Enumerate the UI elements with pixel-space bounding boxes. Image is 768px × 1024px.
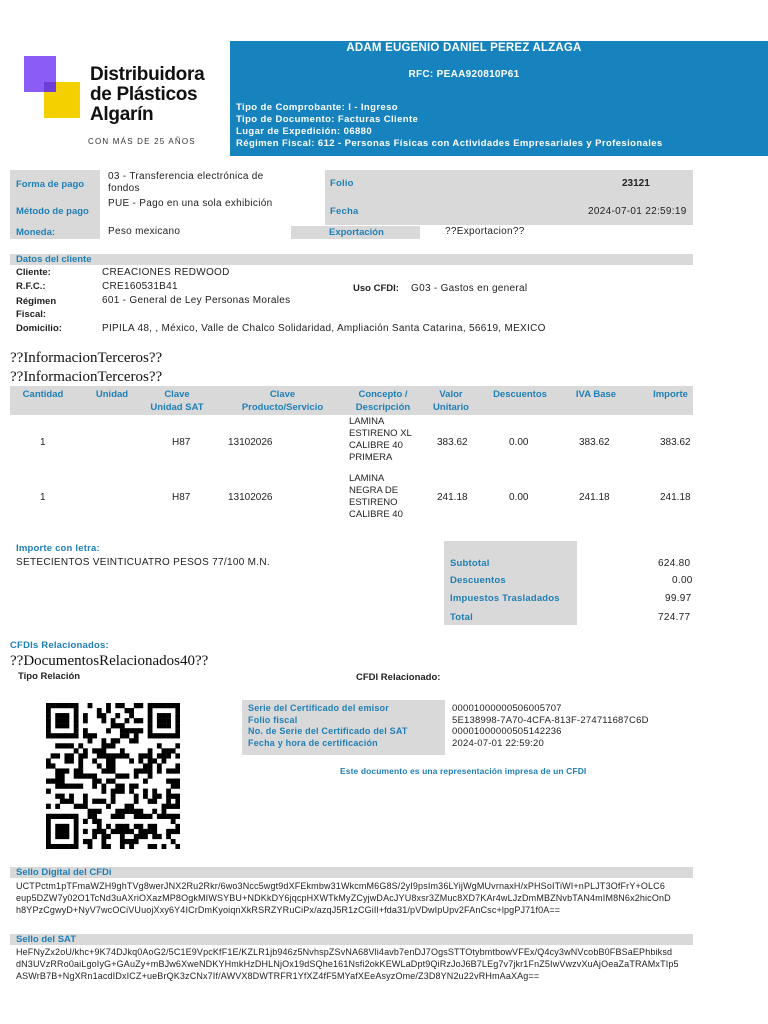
logo-tagline: CON MÁS DE 25 AÑOS [88,137,196,146]
row1-clave-producto: 13102026 [228,437,273,448]
moneda-value: Peso mexicano [108,226,181,237]
emisor-rfc: RFC: PEAA920810P61 [408,69,520,80]
row2-valor: 241.18 [437,492,468,503]
domicilio-label: Domicilio: [16,323,62,334]
logo-line-3: Algarín [90,104,154,125]
sello-cfdi-bar [10,867,693,878]
regimen-fiscal-emisor: Régimen Fiscal: 612 - Personas Físicas con Actividades Empresariales y Profesionales [236,138,663,149]
total-value: 724.77 [658,612,691,623]
exportacion-label-text: Exportación [329,227,384,238]
row1-valor: 383.62 [437,437,468,448]
sello-sat-line-3: ASWrB7B+NgXRn1acdIDxICZ+ueBrQK3zCNx7If/AWVX8DWTRFR1YfXZ4fF5MYafXEeAsyzOme/Z3D8YN2u22vRHmAaXAg== [16,971,540,981]
serie-emisor-label: Serie del Certificado del emisor [248,703,389,713]
sello-cfdi-line-3: h8YPzCgwyD+NyV7wcOCiVUuojXxy6Y4ICrDmKyoiqnXkRSRZYRuCiPx/azqJ5R1zCGiIl+fda31/pVDwIpUpv2FAnCsc+lpgPJ71f0A== [16,905,561,915]
qr-code-icon [46,703,180,849]
fecha-label: Fecha [330,206,359,217]
col-clave-unidad-2: Unidad SAT [150,402,204,413]
uso-cfdi-value: G03 - Gastos en general [411,283,528,294]
col-concepto-1: Concepto / [358,389,408,400]
col-concepto-2: Descripción [355,402,411,413]
row2-descuento: 0.00 [509,492,529,503]
emisor-header [230,41,768,156]
col-concepto [345,388,421,414]
logo-line-1: Distribuidora [90,64,205,85]
importe-letra-value: SETECIENTOS VEINTICUATRO PESOS 77/100 M.N. [16,557,270,568]
col-clave-unidad [145,388,209,414]
row2-cantidad: 1 [40,492,46,503]
regimen-label-line2: Fiscal: [16,309,47,320]
regimen-label-line1: Régimen [16,296,57,307]
tipo-comprobante: Tipo de Comprobante: I - Ingreso [236,102,398,113]
folio-fiscal-label: Folio fiscal [248,714,298,725]
row1-desc-1: LAMINA [349,416,385,427]
certificado-labels [248,703,408,749]
row1-descripcion [349,416,412,464]
col-unidad: Unidad [95,389,129,400]
row2-desc-1: LAMINA [349,473,385,484]
col-valor-2: Unitario [433,402,469,413]
uso-cfdi-label: Uso CFDI: [353,283,399,294]
cliente-section-bar [10,254,693,265]
cliente-value: CREACIONES REDWOOD [102,267,230,278]
documentos-relacionados-placeholder: ??DocumentosRelacionados40?? [10,653,209,669]
rfc-cliente-label: R.F.C.: [16,281,46,292]
fecha-certificacion-value: 2024-07-01 22:59:20 [452,737,545,749]
descuentos-total-label: Descuentos [450,575,506,586]
sello-sat-line-1: HeFNyZx2oU/khc+9K74DJkq0AoG2/5C1E9VpcKfF1E/KZLR1jb946z5NvhspZSvNA68Vli4avb7enDJ7OgsSTTOtybmtbowVFEx/Q4cy3wNVcobB0FBSaEPhbiksd [16,947,673,957]
row1-desc-4: PRIMERA [349,452,393,463]
fecha-certificacion-label: Fecha y hora de certificación [248,737,378,748]
impuestos-label: Impuestos Trasladados [450,593,560,604]
sello-sat-title: Sello del SAT [16,934,77,945]
col-importe: Importe [653,389,688,400]
company-logo-icon [24,56,82,120]
representacion-impresa-note: Este documento es una representación impresa de un CFDI [340,766,587,776]
row1-importe: 383.62 [660,437,691,448]
cliente-section-title: Datos del cliente [16,254,92,265]
metodo-pago-value: PUE - Pago en una sola exhibición [108,198,273,209]
domicilio-value: PIPILA 48, , México, Valle de Chalco Solidaridad, Ampliación Santa Catarina, 56619, MEXICO [102,323,546,334]
moneda-label: Moneda: [10,225,100,239]
logo-line-2: de Plásticos [90,84,198,105]
folio-value: 23121 [622,178,650,189]
impuestos-value: 99.97 [665,593,692,604]
col-descuentos: Descuentos [493,389,547,400]
certificado-values [452,703,649,749]
row2-iva-base: 241.18 [579,492,610,503]
col-valor [428,388,474,414]
sello-cfdi-line-2: eup5DZW7y02O1TcNd3uAXriOXazMP8OgkMIWSYBU+NDKkDY6jqcpHXWTkMyZCyjwDAcJYU8xsr3ZMuc8XD7KAr4wLJzDmMBZNvbTAN4mIM8N6x2hicOnD [16,893,671,903]
row2-desc-4: CALIBRE 40 [349,509,403,520]
terceros-placeholder-2: ??InformacionTerceros?? [10,369,163,385]
row2-clave-unidad: H87 [172,492,191,503]
forma-pago-label: Forma de pago [10,170,100,198]
row1-iva-base: 383.62 [579,437,610,448]
row1-desc-3: CALIBRE 40 [349,440,403,451]
serie-emisor-value: 00001000000506005707 [452,703,562,714]
cliente-label: Cliente: [16,267,51,278]
row2-clave-producto: 13102026 [228,492,273,503]
col-valor-1: Valor [439,389,463,400]
lugar-expedicion: Lugar de Expedición: 06880 [236,126,373,137]
sello-sat-line-2: dN3UVzRRo0aiLgoIyG+GAuZy+mBJw6XweNDKYHmkHzDHLNjOx19dSQhe161Nsfi2okKEWLaDpt9QiRzJoJ6B7LEg7v7jkr1FnZ5IwVwzvXuAjOeaZaTRAMxTIp5 [16,959,679,969]
folio-fiscal-value: 5E138998-7A70-4CFA-813F-274711687C6D [452,714,649,726]
serie-sat-value: 00001000000505142236 [452,726,562,737]
regimen-cliente-value: 601 - General de Ley Personas Morales [102,295,291,306]
sello-cfdi-title: Sello Digital del CFDi [16,867,112,878]
terceros-placeholder-1: ??InformacionTerceros?? [10,350,163,366]
col-clave-producto-2: Producto/Servicio [241,402,324,413]
regimen-cliente-label [16,295,56,321]
serie-sat-label: No. de Serie del Certificado del SAT [248,726,408,736]
cfdis-relacionados-title: CFDIs Relacionados: [10,640,109,651]
importe-letra-label: Importe con letra: [16,543,100,554]
row1-descuento: 0.00 [509,437,529,448]
sello-cfdi-line-1: UCTPctm1pTFmaWZH9ghTVg8werJNX2Ru2Rkr/6wo3Ncc5wgt9dXFEkmbw31WkcmM6G8S/2yI9psIm36LYijWgMUvrnaxH/xPHSoITiWI+nPLJT3OfFrY+OLC6 [16,881,665,891]
row1-cantidad: 1 [40,437,46,448]
row1-desc-2: ESTIRENO XL [349,428,412,439]
row2-descripcion [349,473,403,521]
fecha-value: 2024-07-01 22:59:19 [588,206,687,217]
forma-pago-value: 03 - Transferencia electrónica de fondos [108,171,264,194]
col-clave-producto [235,388,330,414]
col-cantidad: Cantidad [22,389,64,400]
sello-sat-text [16,946,696,982]
exportacion-value: ??Exportacion?? [445,226,525,237]
exportacion-label [291,226,420,239]
sello-sat-bar [10,934,693,945]
total-label: Total [450,612,473,623]
folio-label: Folio [330,178,354,189]
col-clave-producto-1: Clave [269,389,296,400]
col-iva-base: IVA Base [575,389,617,400]
company-name-logo [90,65,204,125]
row2-desc-2: NEGRA DE [349,485,399,496]
row2-importe: 241.18 [660,492,691,503]
tipo-documento: Tipo de Documento: Facturas Cliente [236,114,419,125]
cfdi-relacionado-label: CFDI Relacionado: [356,672,441,683]
subtotal-label: Subtotal [450,558,490,569]
subtotal-value: 624.80 [658,558,691,569]
col-clave-unidad-1: Clave [164,389,190,400]
tipo-relacion-label: Tipo Relación [18,671,81,682]
row2-desc-3: ESTIRENO [349,497,398,508]
metodo-pago-label: Método de pago [10,198,100,225]
rfc-cliente-value: CRE160531B41 [102,281,178,292]
sello-cfdi-text [16,880,696,916]
emisor-name: ADAM EUGENIO DANIEL PEREZ ALZAGA [346,42,582,54]
descuentos-total-value: 0.00 [672,575,693,586]
row1-clave-unidad: H87 [172,437,191,448]
